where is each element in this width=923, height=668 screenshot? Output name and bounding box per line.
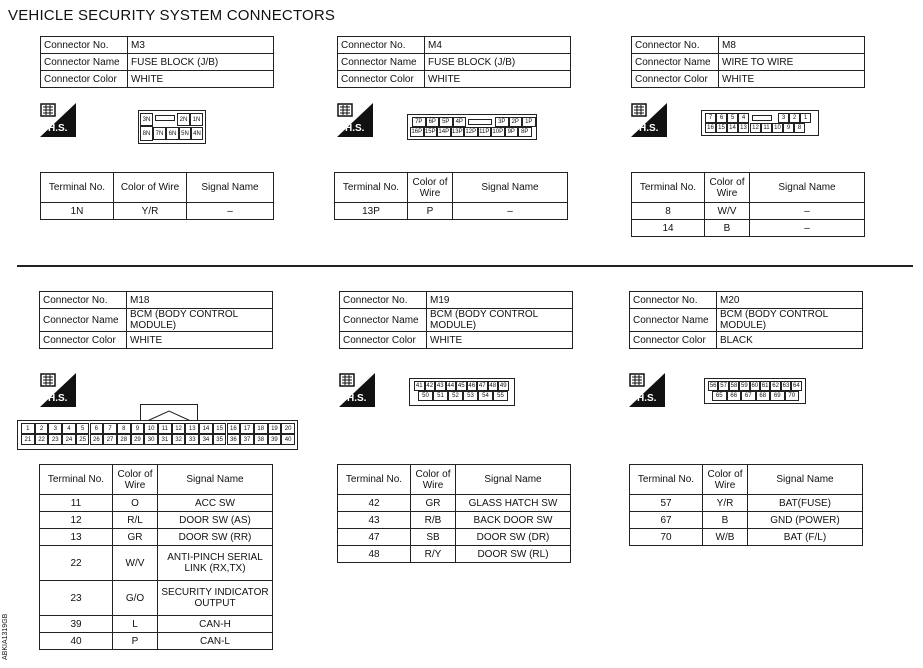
wire-color-header: Color of Wire [408,173,453,203]
cell-signal: DOOR SW (AS) [158,512,273,529]
connector-number-value: M4 [425,37,571,54]
connector-color-label: Connector Color [630,332,717,349]
cell-signal: SECURITY INDICATOR OUTPUT [158,581,273,616]
connector-info-table [39,291,273,349]
cell-terminal: 13 [40,529,113,546]
cell-wire: B [703,512,748,529]
cell-signal: DOOR SW (RR) [158,529,273,546]
pin-label: 6 [90,423,104,434]
connector-number-label: Connector No. [40,292,127,309]
cell-terminal: 1N [41,203,114,220]
wire-color-header: Color of Wire [703,465,748,495]
pin-label: 2N [177,113,190,126]
harness-side-icon [337,103,373,137]
pin-label: 16P [411,129,423,135]
pin-label: 2 [789,113,800,123]
cell-terminal: 11 [40,495,113,512]
connector-face-m8 [701,110,819,136]
connector-number-label: Connector No. [340,292,427,309]
section-divider [17,265,913,267]
pin-label: 19 [268,423,282,434]
pin-label: 12 [750,123,761,133]
connector-name-label: Connector Name [338,54,425,71]
cell-terminal: 70 [630,529,703,546]
cell-terminal: 43 [338,512,411,529]
cell-wire: O [113,495,158,512]
pin-label: 9 [131,423,145,434]
pin-label: 67 [741,391,756,401]
connector-name-label: Connector Name [40,309,127,332]
table-row [40,512,273,529]
pin-label: 52 [448,391,463,401]
terminal-no-header: Terminal No. [41,173,114,203]
pin-label: 50 [418,391,433,401]
cell-wire: SB [411,529,456,546]
connector-name-label: Connector Name [632,54,719,71]
pin-label: 1 [21,423,35,434]
connector-info-table [631,36,865,88]
wire-color-header: Color of Wire [411,465,456,495]
pin-label: 12P [465,129,477,135]
pin-label: 70 [785,391,800,401]
harness-side-label: H.S. [639,123,659,134]
pin-label: 68 [756,391,771,401]
connector-number-value: M20 [717,292,863,309]
pin-label: 2 [35,423,49,434]
pin-label: 36 [227,434,241,445]
table-row [338,529,571,546]
terminal-table [39,464,273,650]
harness-side-label: H.S. [347,393,367,404]
pin-label: 31 [158,434,172,445]
signal-name-header: Signal Name [453,173,568,203]
signal-name-header: Signal Name [456,465,571,495]
connector-name-value: BCM (BODY CONTROL MODULE) [717,309,863,332]
pin-label: 1N [190,113,203,126]
harness-side-icon [40,373,76,407]
pin-label: 2P [509,117,523,127]
table-row [41,203,274,220]
cell-signal: ANTI-PINCH SERIAL LINK (RX,TX) [158,546,273,581]
harness-side-icon [631,103,667,137]
pin-label: 3 [48,423,62,434]
table-row [630,512,863,529]
harness-side-icon [629,373,665,407]
pin-label: 62 [772,383,779,389]
cell-signal: ACC SW [158,495,273,512]
pin-label: 30 [144,434,158,445]
pin-label: 42 [426,383,434,389]
connector-number-value: M3 [128,37,274,54]
table-row [338,495,571,512]
connector-color-value: WHITE [425,71,571,88]
harness-side-label: H.S. [48,393,68,404]
table-row [40,495,273,512]
table-row [338,546,571,563]
key-slot [468,119,492,125]
connector-color-label: Connector Color [40,332,127,349]
cell-wire: R/L [113,512,158,529]
signal-name-header: Signal Name [187,173,274,203]
table-row [40,581,273,616]
cell-signal: – [187,203,274,220]
terminal-table [40,172,274,220]
cell-wire: P [408,203,453,220]
pin-label: 4N [191,127,203,140]
cell-wire: W/V [113,546,158,581]
connector-number-value: M18 [127,292,273,309]
table-row [40,633,273,650]
harness-side-label: H.S. [48,123,68,134]
pin-label: 56 [709,383,717,389]
connector-color-value: WHITE [427,332,573,349]
pin-label: 10P [492,129,504,135]
pin-label: 8P [518,127,532,137]
pin-label: 3 [778,113,789,123]
pin-label: 37 [240,434,254,445]
cell-signal: BACK DOOR SW [456,512,571,529]
cell-wire: B [705,220,750,237]
pin-label: 21 [21,434,35,445]
connector-color-label: Connector Color [340,332,427,349]
pin-label: 11 [158,423,172,434]
pin-label: 57 [720,383,727,389]
pin-label: 6N [166,127,179,140]
cell-signal: CAN-L [158,633,273,650]
terminal-no-header: Terminal No. [335,173,408,203]
terminal-no-header: Terminal No. [632,173,705,203]
figure-code: ABKIA1319GB [2,613,9,660]
pin-label: 24 [62,434,76,445]
signal-name-header: Signal Name [748,465,863,495]
pin-label: 5N [179,127,191,140]
pin-label: 49 [499,383,507,389]
pin-label: 13 [738,123,749,133]
cell-signal: DOOR SW (RL) [456,546,571,563]
pin-label: 29 [131,434,145,445]
pin-label: 7P [412,117,426,127]
cell-wire: R/Y [411,546,456,563]
cell-signal: – [453,203,568,220]
pin-label: 53 [463,391,478,401]
pin-label: 4 [738,113,749,123]
key-slot [752,115,772,121]
pin-label: 15P [424,129,436,135]
connector-number-label: Connector No. [338,37,425,54]
pin-label: 69 [770,391,785,401]
pin-label: 44 [447,383,455,389]
pin-label: 5 [727,113,738,123]
cell-signal: GLASS HATCH SW [456,495,571,512]
pin-label: 47 [478,383,486,389]
cell-terminal: 48 [338,546,411,563]
pin-label: 28 [117,434,131,445]
pin-label: 3P [495,117,509,127]
connector-color-value: WHITE [128,71,274,88]
pin-label: 20 [281,423,295,434]
table-row [630,495,863,512]
cell-signal: – [750,220,865,237]
cell-signal: – [750,203,865,220]
cell-terminal: 67 [630,512,703,529]
pin-label: 64 [793,383,800,389]
connector-number-value: M8 [719,37,865,54]
page-title: VEHICLE SECURITY SYSTEM CONNECTORS [8,7,336,24]
connector-info-table [337,36,571,88]
cell-terminal: 13P [335,203,408,220]
pin-label: 43 [436,383,444,389]
cell-wire: R/B [411,512,456,529]
pin-label: 11 [761,123,772,133]
connector-info-table [339,291,573,349]
pin-label: 10 [144,423,158,434]
connector-face-m18 [17,420,298,450]
terminal-table [629,464,863,546]
connector-name-label: Connector Name [41,54,128,71]
cell-terminal: 23 [40,581,113,616]
pin-label: 17 [240,423,254,434]
pin-label: 8 [117,423,131,434]
cell-terminal: 12 [40,512,113,529]
cell-wire: L [113,616,158,633]
cell-terminal: 42 [338,495,411,512]
pin-label: 16 [705,123,716,133]
terminal-table [334,172,568,220]
harness-side-icon [339,373,375,407]
connector-name-value: WIRE TO WIRE [719,54,865,71]
pin-label: 14 [199,423,213,434]
pin-label: 14P [438,129,450,135]
pin-label: 18 [254,423,268,434]
pin-label: 11P [479,129,490,135]
pin-label: 16 [227,423,241,434]
pin-label: 4 [62,423,76,434]
pin-label: 55 [493,391,508,401]
pin-label: 60 [751,383,759,389]
pin-label: 1P [522,117,536,127]
pin-label: 27 [103,434,117,445]
pin-label: 65 [712,391,727,401]
cell-signal: CAN-H [158,616,273,633]
connector-name-value: FUSE BLOCK (J/B) [425,54,571,71]
cell-wire: GR [411,495,456,512]
cell-signal: DOOR SW (DR) [456,529,571,546]
pin-label: 63 [782,383,790,389]
connector-color-value: WHITE [127,332,273,349]
connector-number-label: Connector No. [632,37,719,54]
pin-label: 33 [185,434,199,445]
pin-label: 13 [185,423,199,434]
cell-wire: G/O [113,581,158,616]
cell-signal: BAT(FUSE) [748,495,863,512]
table-row [630,529,863,546]
pin-label: 10 [772,123,783,133]
cell-wire: Y/R [703,495,748,512]
pin-label: 7 [705,113,716,123]
connector-name-value: FUSE BLOCK (J/B) [128,54,274,71]
pin-label: 26 [90,434,104,445]
pin-label: 66 [727,391,742,401]
connector-face-m19 [409,378,515,406]
pin-label: 25 [76,434,90,445]
pin-label: 15 [716,123,727,133]
connector-name-label: Connector Name [630,309,717,332]
pin-label: 45 [457,383,465,389]
pin-label: 7 [103,423,117,434]
cell-terminal: 14 [632,220,705,237]
signal-name-header: Signal Name [750,173,865,203]
terminal-table [631,172,865,237]
pin-label: 8 [794,123,805,133]
pin-label: 6P [426,117,440,127]
cell-terminal: 40 [40,633,113,650]
pin-label: 61 [761,383,769,389]
harness-side-label: H.S. [637,393,657,404]
pin-label: 51 [433,391,448,401]
pin-label: 9P [505,127,519,137]
cell-terminal: 22 [40,546,113,581]
pin-label: 12 [172,423,186,434]
wire-color-header: Color of Wire [114,173,187,203]
pin-label: 58 [730,383,738,389]
pin-label: 41 [415,383,423,389]
pin-label: 35 [213,434,227,445]
pin-label: 8N [140,126,153,141]
pin-label: 4P [453,117,467,127]
connector-face-m20 [704,378,806,404]
pin-label: 7N [153,127,166,140]
pin-label: 5P [439,117,453,127]
connector-color-label: Connector Color [632,71,719,88]
connector-name-value: BCM (BODY CONTROL MODULE) [127,309,273,332]
connector-number-label: Connector No. [630,292,717,309]
terminal-no-header: Terminal No. [630,465,703,495]
wire-color-header: Color of Wire [705,173,750,203]
key-slot [155,115,175,121]
cell-wire: GR [113,529,158,546]
signal-name-header: Signal Name [158,465,273,495]
connector-face-m4 [407,114,537,140]
table-row [632,220,865,237]
terminal-no-header: Terminal No. [40,465,113,495]
pin-label: 15 [213,423,227,434]
wire-color-header: Color of Wire [113,465,158,495]
pin-label: 39 [268,434,282,445]
pin-label: 9 [783,123,794,133]
cell-wire: P [113,633,158,650]
connector-name-label: Connector Name [340,309,427,332]
pin-label: 1 [800,113,811,123]
connector-color-label: Connector Color [41,71,128,88]
cell-wire: W/V [705,203,750,220]
cell-terminal: 57 [630,495,703,512]
table-row [40,616,273,633]
pin-label: 5 [76,423,90,434]
pin-label: 6 [716,113,727,123]
pin-label: 13P [451,129,463,135]
connector-color-value: BLACK [717,332,863,349]
harness-side-icon [40,103,76,137]
cell-terminal: 39 [40,616,113,633]
pin-label: 23 [48,434,62,445]
pin-label: 14 [727,123,738,133]
table-row [632,203,865,220]
connector-number-value: M19 [427,292,573,309]
terminal-no-header: Terminal No. [338,465,411,495]
pin-label: 48 [489,383,497,389]
cell-wire: W/B [703,529,748,546]
connector-info-table [629,291,863,349]
cell-signal: GND (POWER) [748,512,863,529]
pin-label: 34 [199,434,213,445]
table-row [40,546,273,581]
pin-label: 59 [741,383,748,389]
pin-label: 40 [281,434,295,445]
connector-color-label: Connector Color [338,71,425,88]
connector-color-value: WHITE [719,71,865,88]
pin-label: 22 [35,434,49,445]
connector-face-m3 [138,110,206,144]
cell-terminal: 47 [338,529,411,546]
terminal-table [337,464,571,563]
pin-label: 38 [254,434,268,445]
harness-side-label: H.S. [345,123,365,134]
cell-terminal: 8 [632,203,705,220]
pin-label: 46 [468,383,476,389]
table-row [40,529,273,546]
connector-number-label: Connector No. [41,37,128,54]
pin-label: 54 [478,391,493,401]
pin-label: 32 [172,434,186,445]
cell-signal: BAT (F/L) [748,529,863,546]
cell-wire: Y/R [114,203,187,220]
connector-info-table [40,36,274,88]
table-row [335,203,568,220]
table-row [338,512,571,529]
connector-name-value: BCM (BODY CONTROL MODULE) [427,309,573,332]
pin-label: 3N [140,113,153,126]
